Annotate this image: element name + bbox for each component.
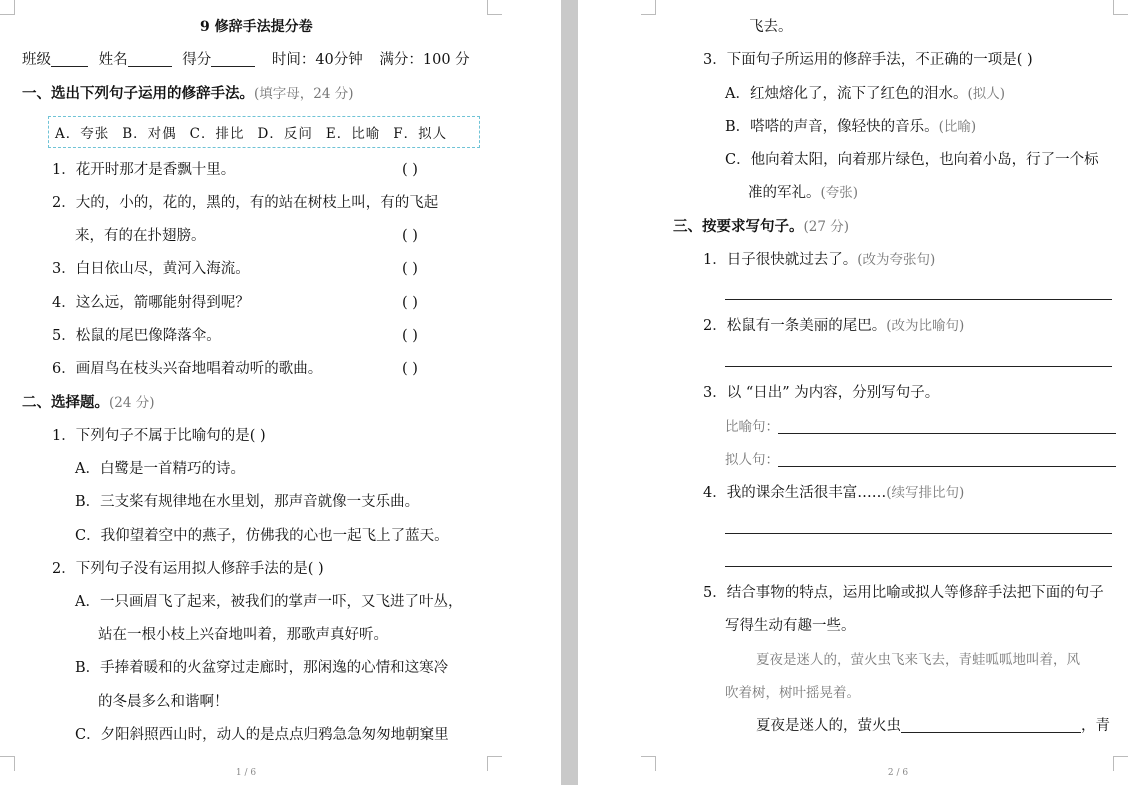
answer-paren-4[interactable]: ( ) (402, 295, 418, 311)
option-d: D．反问 (257, 126, 313, 142)
w4-answer-line-1[interactable] (725, 533, 1112, 534)
q3-option-b (725, 117, 976, 137)
document-page-2 (578, 0, 1141, 785)
crop-mark-top-right (487, 0, 502, 15)
section-3-title: 三、按要求写句子。 (673, 218, 804, 235)
option-e: E．比喻 (325, 126, 381, 142)
q3-option-b-note: (比喻) (938, 119, 977, 135)
option-a: A．夸张 (55, 126, 110, 142)
section-1-heading (22, 84, 354, 104)
section-1-note: (填字母，24 分) (254, 86, 354, 102)
q3-option-c-text: 准的军礼。 (748, 185, 821, 201)
q2-option-b-2: 的冬晨多么和谐啊！ (98, 694, 229, 710)
w4-prompt (703, 483, 964, 503)
w3-personify-line[interactable] (778, 466, 1116, 467)
answer-paren-2[interactable]: ( ) (402, 228, 418, 244)
option-f: F．拟人 (393, 126, 448, 142)
q3-option-c-1: C．他向着太阳，向着那片绿色，也向着小岛，行了一个标 (725, 152, 1099, 168)
answer-paren-5[interactable]: ( ) (402, 328, 418, 344)
answer-paren-6[interactable]: ( ) (402, 361, 418, 377)
w5-prompt-2: 写得生动有趣一些。 (725, 618, 856, 634)
s1-item-4: 4．这么远，箭哪能射得到呢？ (52, 295, 250, 311)
q1-option-c: C．我仰望着空中的燕子，仿佛我的心也一起飞上了蓝天。 (75, 528, 449, 544)
q3-option-a (725, 84, 1005, 104)
w3-simile-line[interactable] (778, 433, 1116, 434)
q2-stem: 2．下列句子没有运用拟人修辞手法的是( ) (52, 561, 324, 577)
w1-text: 1．日子很快就过去了。 (703, 252, 858, 268)
section-2-title: 二、选择题。 (22, 394, 109, 411)
score-field[interactable] (211, 50, 255, 67)
name-field[interactable] (128, 50, 172, 67)
document-page-1 (0, 0, 561, 785)
w5-quote-1: 夏夜是迷人的，萤火虫飞来飞去，青蛙呱呱地叫着，风 (756, 652, 1080, 668)
section-3-note: (27 分) (803, 219, 850, 235)
section-2-note: (24 分) (109, 395, 155, 411)
q3-option-a-text: A．红烛熔化了，流下了红色的泪水。 (725, 86, 968, 102)
section-2-heading (22, 393, 155, 413)
w5-prompt-1: 5．结合事物的特点，运用比喻或拟人等修辞手法把下面的句子 (703, 585, 1104, 601)
w2-text: 2．松鼠有一条美丽的尾巴。 (703, 318, 887, 334)
q3-option-c-note: (夸张) (820, 185, 859, 201)
q3-option-b-text: B．嗒嗒的声音，像轻快的音乐。 (725, 119, 939, 135)
answer-paren-3[interactable]: ( ) (402, 261, 418, 277)
s1-item-2: 2．大的，小的，花的，黑的，有的站在树枝上叫，有的飞起 (52, 195, 439, 211)
s1-item-3: 3．白日依山尽，黄河入海流。 (52, 261, 250, 277)
option-c: C．排比 (189, 126, 245, 142)
page-number-1: 1 / 6 (235, 768, 257, 778)
w4-note: (续写排比句) (886, 485, 965, 501)
s1-item-2-cont: 来，有的在扑翅膀。 (75, 228, 206, 244)
full-score-info: 满分：100 分 (379, 52, 470, 68)
w1-answer-line[interactable] (725, 299, 1112, 300)
page-number-2: 2 / 6 (887, 768, 909, 778)
w3-simile-label: 比喻句： (725, 419, 779, 435)
w2-prompt (703, 316, 964, 336)
section-3-heading (673, 217, 849, 237)
w5-answer (756, 716, 1110, 736)
q1-option-a: A．白鹭是一首精巧的诗。 (75, 461, 245, 477)
w5-answer-start: 夏夜是迷人的，萤火虫 (756, 718, 901, 734)
class-label: 班级 (22, 52, 51, 68)
crop-mark-top-left (0, 0, 15, 15)
q2-option-a-2: 站在一根小枝上兴奋地叫着，那歌声真好听。 (98, 627, 388, 643)
w5-answer-blank[interactable] (901, 716, 1081, 733)
q2-option-c-1: C．夕阳斜照西山时，动人的是点点归鸦急急匆匆地朝窠里 (75, 727, 449, 743)
page-title: 9 修辞手法提分卷 (200, 19, 313, 35)
w1-prompt (703, 250, 935, 270)
q3-option-c-2 (748, 183, 858, 203)
w2-note: (改为比喻句) (886, 318, 965, 334)
w2-answer-line[interactable] (725, 366, 1112, 367)
w4-answer-line-2[interactable] (725, 566, 1112, 567)
w5-answer-end: ，青 (1081, 718, 1110, 734)
q2-option-b-1: B．手捧着暖和的火盆穿过走廊时，那闲逸的心情和这寒冷 (75, 660, 449, 676)
s1-item-1: 1．花开时那才是香飘十里。 (52, 162, 236, 178)
page-gutter (561, 0, 578, 785)
q3-option-a-note: (拟人) (967, 86, 1006, 102)
time-info: 时间：40分钟 (271, 52, 363, 68)
w4-text: 4．我的课余生活很丰富…… (703, 485, 887, 501)
q2-option-a-1: A．一只画眉飞了起来，被我们的掌声一吓，又飞进了叶丛， (75, 594, 463, 610)
crop-mark-top-left (641, 0, 656, 15)
crop-mark-bottom-right (1113, 756, 1128, 771)
crop-mark-bottom-left (0, 756, 15, 771)
w1-note: (改为夸张句) (857, 252, 936, 268)
crop-mark-bottom-right (487, 756, 502, 771)
option-b: B．对偶 (122, 126, 177, 142)
w5-quote-2: 吹着树，树叶摇晃着。 (725, 685, 860, 701)
s1-item-6: 6．画眉鸟在枝头兴奋地唱着动听的歌曲。 (52, 361, 323, 377)
q1-stem: 1．下列句子不属于比喻句的是( ) (52, 428, 266, 444)
crop-mark-top-right (1113, 0, 1128, 15)
q3-stem: 3．下面句子所运用的修辞手法，不正确的一项是( ) (703, 52, 1033, 68)
answer-paren-1[interactable]: ( ) (402, 162, 418, 178)
continued-text: 飞去。 (749, 19, 793, 35)
s1-item-5: 5．松鼠的尾巴像降落伞。 (52, 328, 221, 344)
header-info (22, 50, 470, 70)
w3-prompt: 3．以 “日出” 为内容，分别写句子。 (703, 385, 940, 401)
options-box (48, 116, 480, 148)
section-1-title: 一、选出下列句子运用的修辞手法。 (22, 85, 254, 102)
name-label: 姓名 (98, 52, 128, 68)
crop-mark-bottom-left (641, 756, 656, 771)
class-field[interactable] (51, 50, 88, 67)
score-label: 得分 (182, 52, 212, 68)
w3-personify-label: 拟人句： (725, 452, 779, 468)
q1-option-b: B．三支桨有规律地在水里划，那声音就像一支乐曲。 (75, 494, 420, 510)
